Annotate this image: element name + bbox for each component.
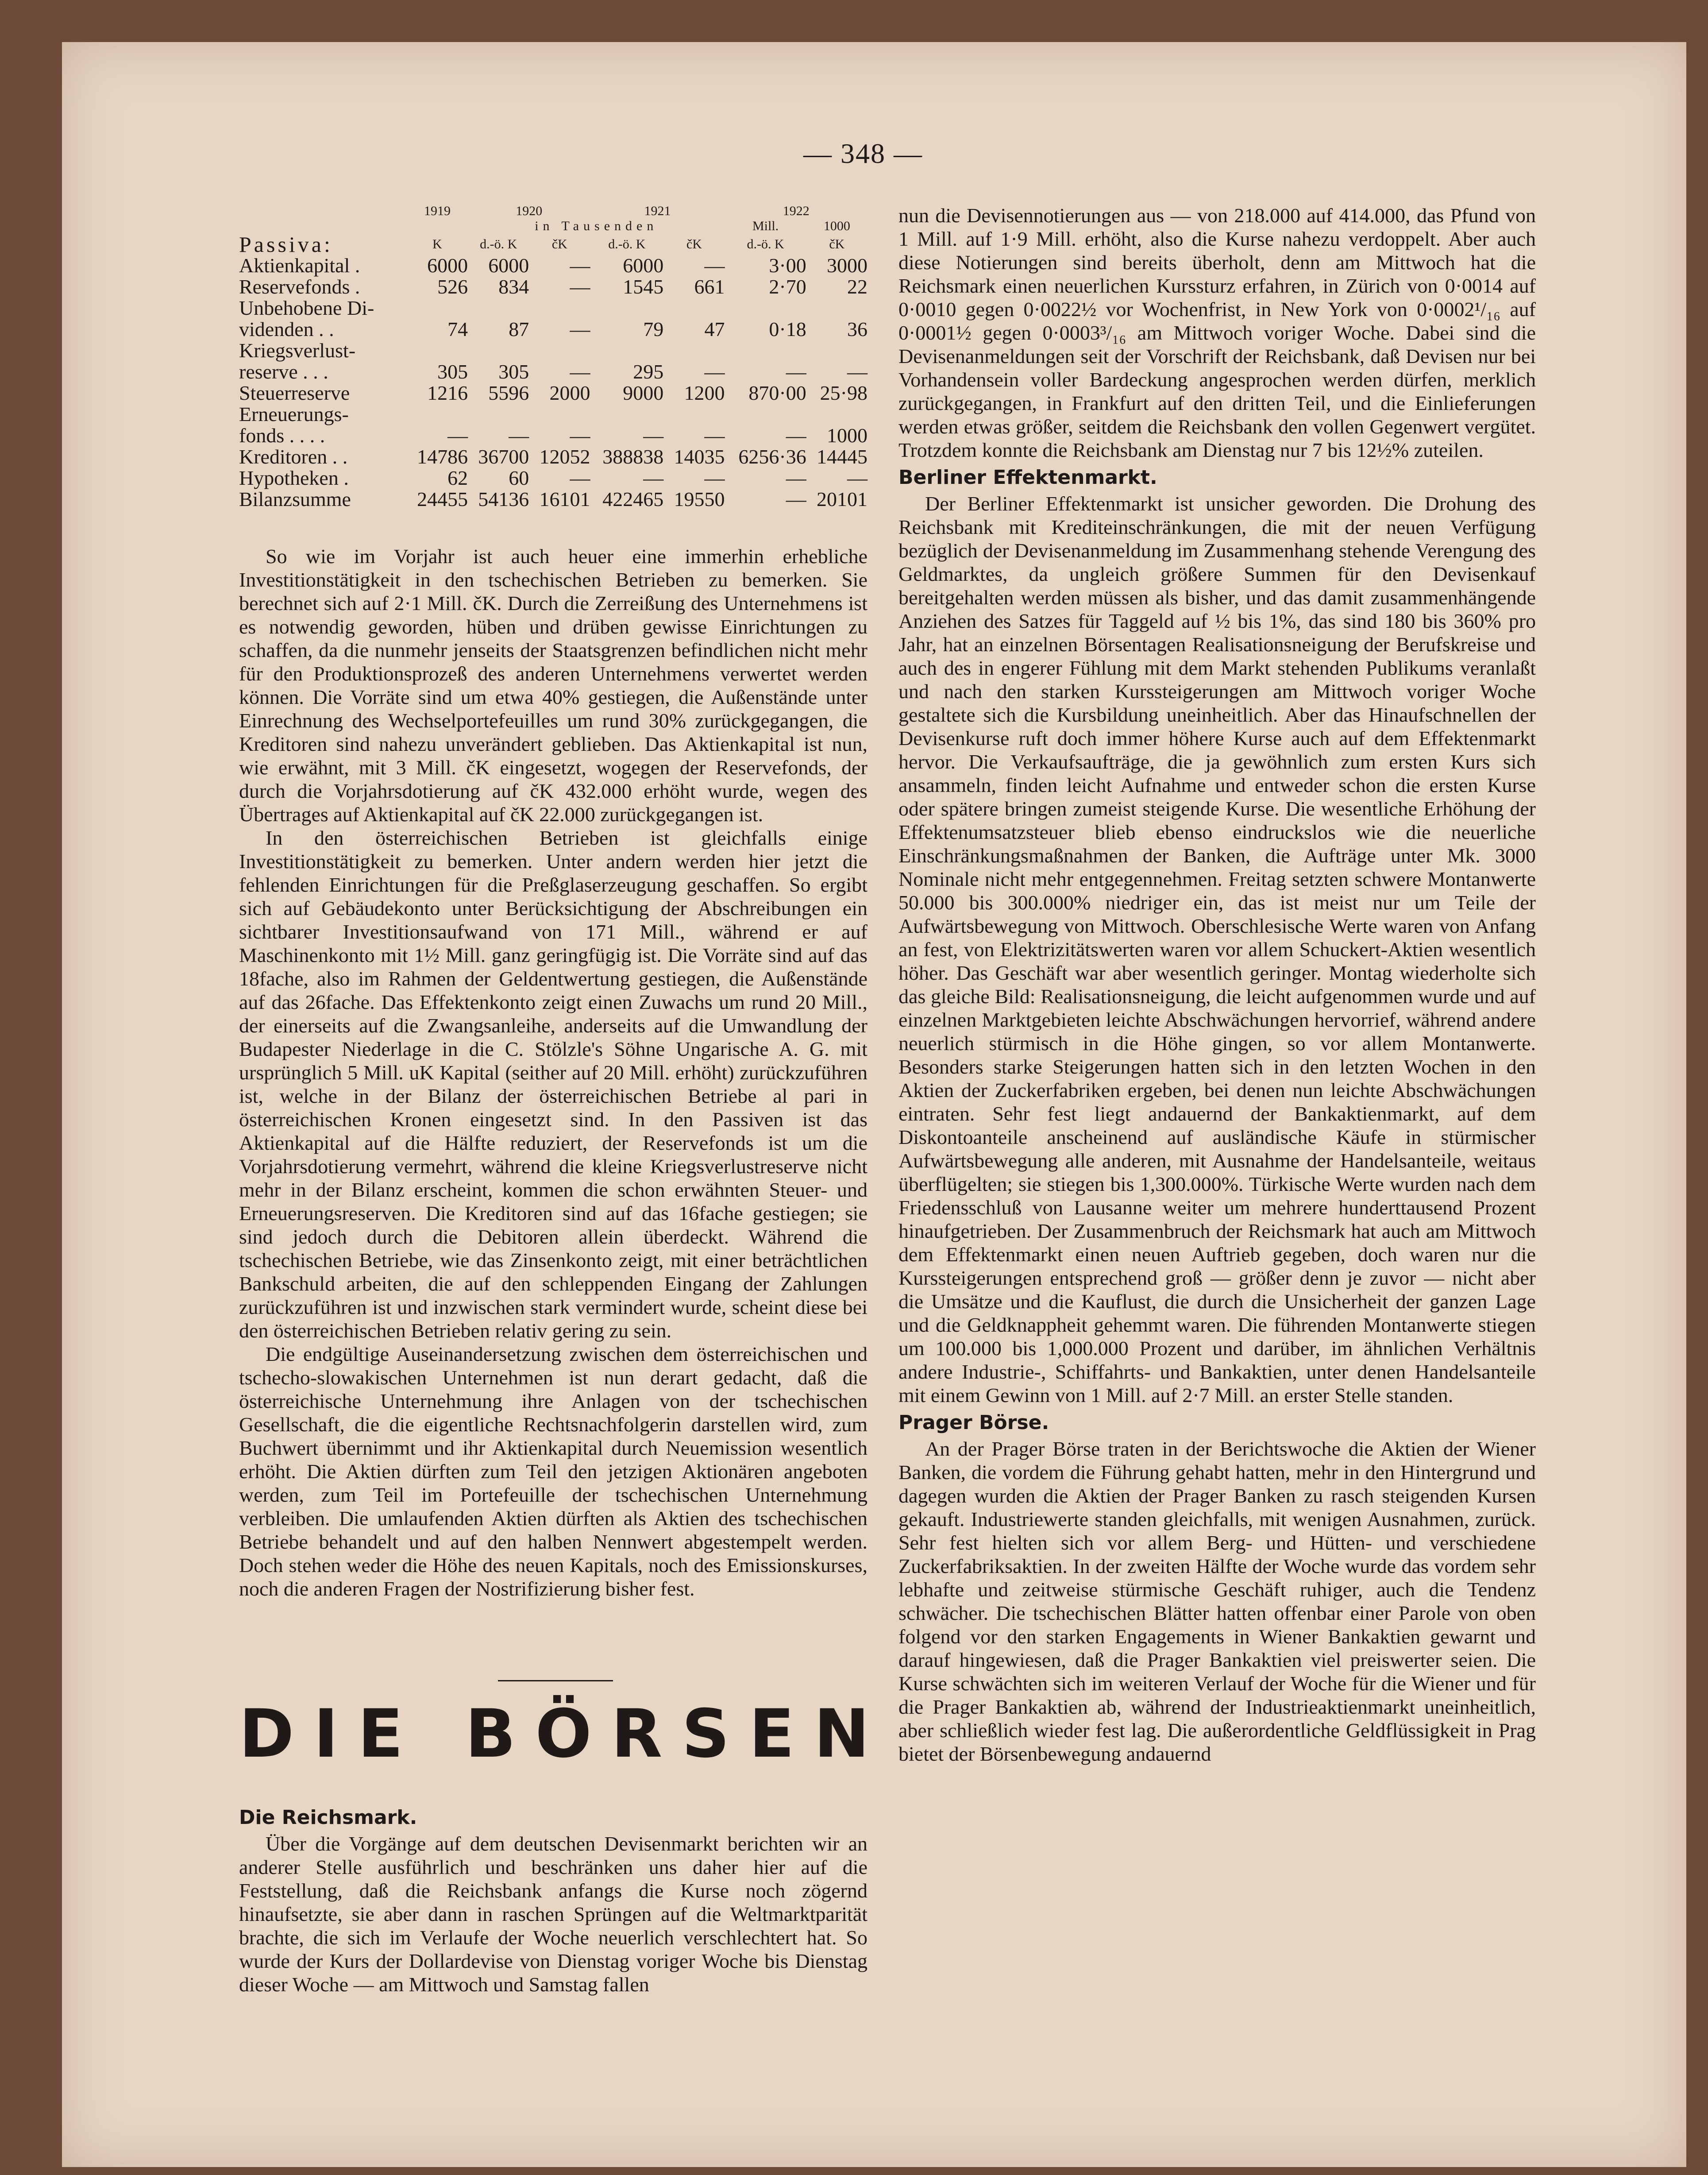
table-cell: 16101 [539, 488, 590, 510]
table-cell: 87 [509, 318, 529, 340]
balance-sheet-table [239, 204, 867, 510]
unit-header: čK [551, 237, 567, 251]
table-cell: 36700 [478, 445, 529, 468]
table-header-row [239, 234, 867, 255]
section-title: DIE BÖRSEN [239, 1696, 889, 1773]
table-cell: — [570, 275, 590, 298]
table-row [239, 319, 867, 340]
paragraph: Über die Vorgänge auf dem deutschen Devisenmarkt berichten wir an anderer Stelle ausführlich und beschränken uns daher hier auf die Feststellung, daß die Reichsbank anfangs die Kurse noch zögernd hinaufsetzte, sie aber dann in raschen Sprüngen auf die Weltmarktparität brachte, die sich im Verlaufe der Woche neuerlich verschlechtert hat. So wurde der Kurs der Dollardevise von Dienstag voriger Woche bis Dienstag dieser Woche — am Mittwoch und Samstag fallen [239, 1832, 867, 1996]
tausenden-note: in Tausenden [535, 219, 658, 233]
paragraph: nun die Devisennotierungen aus — von 218.000 auf 414.000, das Pfund von 1 Mill. auf 1·9 Mill. erhöht, also die Kurse nahezu verdoppelt. Aber auch diese Notierungen sind bereits überholt, denn am Mittwoch hat die Reichsmark einen neuerlichen Kurssturz erfahren, in Zürich von 0·0014 auf 0·0010 gegen 0·0022½ vor Wochenfrist, in New York von 0·0002¹/₁₆ auf 0·0001½ gegen 0·0003³/₁₆ am Mittwoch voriger Woche. Dabei sind die Devisenanmeldungen seit der Vorschrift der Reichsbank, daß Devisen nur bei Vorhandensein voller Bardeckung angesprochen werden dürfen, merklich zurückgegangen, in Frankfurt auf den dritten Teil, und die Einlieferungen werden etwas größer, seitdem die Reichsbank den vollen Gegenwert vergütet. Trotzdem konnte die Reichsbank am Dienstag nur 7 bis 12½% zuteilen. [898, 204, 1536, 461]
table-cell [806, 340, 867, 361]
table-row [239, 382, 867, 404]
table-cell: 2000 [549, 382, 590, 404]
table-year-row [239, 204, 867, 219]
table-row [239, 255, 867, 276]
table-cell: — [570, 360, 590, 383]
table-cell: 5596 [488, 382, 529, 404]
table-cell [407, 297, 468, 319]
table-cell: 12052 [539, 445, 590, 468]
table-row [239, 425, 867, 446]
table-cell: 79 [643, 318, 664, 340]
table-cell [529, 297, 590, 319]
table-cell: — [847, 467, 867, 489]
table-cell: — [570, 424, 590, 447]
table-row [239, 276, 867, 297]
row-label: Unbehobene Di- [239, 297, 374, 319]
table-cell: 24455 [417, 488, 468, 510]
table-row [239, 489, 867, 510]
table-cell [590, 404, 663, 425]
reichsmark-heading: Die Reichsmark. [239, 1806, 417, 1829]
row-label: Hypotheken . [239, 467, 349, 489]
row-label: fonds . . . . [239, 424, 325, 447]
table-cell: 388838 [602, 445, 664, 468]
table-cell [663, 404, 725, 425]
table-cell: — [570, 318, 590, 340]
table-cell: — [447, 424, 468, 447]
year-1921: 1921 [644, 204, 671, 218]
page-number: — 348 — [803, 138, 923, 169]
table-cell: — [570, 254, 590, 277]
table-cell: 6000 [488, 254, 529, 277]
table-cell: 526 [437, 275, 468, 298]
paragraph: Der Berliner Effektenmarkt ist unsicher geworden. Die Drohung des Reichsbank mit Krediteinschränkungen, die mit der neuen Verfügung bezüglich der Devisenanmeldung im Zusammenhang stehende Verengung des Geldmarktes, da ungleich größere Summen für den Devisenkauf bereitgehalten werden müssen als bisher, und das damit zusammenhängende Anziehen des Satzes für Taggeld auf ½ bis 1%, das sind 180 bis 360% pro Jahr, hat an einzelnen Börsentagen Realisationsneigung der Berufskreise und auch des in engerer Fühlung mit dem Markt stehenden Publikums veranlaßt und nach den starken Kurssteigerungen am Mittwoch voriger Woche gestaltete sich die Kursbildung uneinheitlich. Aber das Hinaufschnellen der Devisenkurse ruft doch immer höhere Kurse auch auf dem Effektenmarkt hervor. Die Verkaufsaufträge, die ja gewöhnlich zum ersten Kurs sich ansammeln, finden leicht Aufnahme und entweder schon die ersten Kurse oder spätere bringen zumeist steigende Kurse. Die wesentliche Erhöhung der Effektenumsatzsteuer blieb ebenso eindruckslos wie die neuerliche Einschränkungsmaßnahmen der Banken, die Aufträge unter Mk. 3000 Nominale nicht mehr entgegennehmen. Freitag setzten schwere Montanwerte 50.000 bis 300.000% niedriger ein, das ist meist nur um Teile der Aufwärtsbewegung von Mittwoch. Oberschlesische Werte waren von Anfang an fest, von Elektrizitätswerten waren vor allem Schuckert-Aktien wesentlich höher. Das Geschäft war aber wesentlich geringer. Montag wiederholte sich das gleiche Bild: Realisationsneigung, die leicht aufgenommen wurde und auf einzelnen Marktgebieten leichte Abschwächungen hervorrief, während andere neuerlich stürmisch in die Höhe gingen, so vor allem Montanwerte. Besonders starke Steigerungen hatten sich in den letzten Wochen in den Aktien der Zuckerfabriken ergeben, bei denen nun leichte Abschwächungen eintraten. Sehr fest liegt andauernd der Bankaktienmarkt, auf dem Diskontoanteile anscheinend auf ausländische Käufe in stürmischer Aufwärtsbewegung alle anderen, mit Ausnahme der Handelsanteile, weitaus überflügelten; sie stiegen bis 1,300.000%. Türkische Werte wurden nach dem Friedensschluß von Lausanne weiter um mehrere hunderttausend Prozent hinaufgetrieben. Der Zusammenbruch der Reichsmark hat auch am Mittwoch dem Effektenmarkt einen neuen Auftrieb gegeben, doch waren nur die Kurssteigerungen entsprechend groß — größer denn je zuvor — nicht aber die Umsätze und die Kauflust, die durch die Unsicherheit der ganzen Lage und die Geldknappheit gehemmt waren. Die führenden Montanwerte stiegen um 100.000 bis 1,000.000 Prozent und darüber, im ähnlichen Verhältnis andere Industrie-, Schiffahrts- und Bankaktien, unter denen Handelsanteile mit einem Gewinn von 1 Mill. auf 2·7 Mill. an erster Stelle standen. [898, 492, 1536, 1406]
table-cell: 3000 [827, 254, 867, 277]
table-cell: 422465 [602, 488, 664, 510]
table-cell: 14445 [817, 445, 867, 468]
unit-header: čK [686, 237, 702, 251]
table-cell: 2·70 [769, 275, 806, 298]
table-cell: 6256·36 [738, 445, 806, 468]
table-cell: — [786, 488, 806, 510]
row-label: Aktienkapital . [239, 254, 360, 277]
unit-header: d.-ö. K [608, 237, 646, 251]
table-cell: 834 [498, 275, 529, 298]
table-row [239, 297, 867, 319]
table-cell [407, 404, 468, 425]
table-cell: — [786, 360, 806, 383]
table-cell: — [570, 467, 590, 489]
paragraph: In den österreichischen Betrieben ist gleichfalls einige Investitionstätigkeit zu bemerken. Unter andern werden hier jetzt die fehlenden Einrichtungen für die Preßglaserzeugung geschaffen. So ergibt sich auf Gebäudekonto unter Berücksichtigung der Abschreibungen ein sichtbarer Investitionsaufwand von 171 Mill., während er auf Maschinenkonto mit 1½ Mill. ganz geringfügig ist. Die Vorräte sind auf das 18fache, also im Rahmen der Geldentwertung gestiegen, die Außenstände auf das 26fache. Das Effektenkonto zeigt einen Zuwachs um rund 20 Mill., der einerseits auf die Zwangsanleihe, anderseits auf die Umwandlung der Budapester Niederlage in die C. Stölzle's Söhne Ungarische A. G. mit ursprünglich 5 Mill. uK Kapital (seither auf 20 Mill. erhöht) zurückzuführen ist, welche in der Bilanz der österreichischen Betriebe al pari in österreichischen Kronen eingesetzt sind. In den Passiven ist das Aktienkapital auf die Hälfte reduziert, der Reservefonds ist um die Vorjahrsdotierung vermehrt, während die kleine Kriegsverlustreserve nicht mehr in der Bilanz erscheint, kommen die schon erwähnten Steuer- und Erneuerungsreserven. Die Kreditoren sind auf das 16fache gestiegen; sie sind jedoch durch die Debitoren allein überdeckt. Während die tschechischen Betriebe, wie das Zinsenkonto zeigt, mit einer beträchtlichen Bankschuld arbeiten, die auf den schleppenden Eingang der Zahlungen zurückzuführen ist und inzwischen stark vermindert wurde, scheint diese bei den österreichischen Betrieben relativ gering zu sein. [239, 827, 867, 1342]
table-cell: — [643, 467, 664, 489]
table-cell: 3·00 [769, 254, 806, 277]
passiva-title: Passiva: [239, 232, 333, 257]
row-label: Kriegsverlust- [239, 339, 356, 362]
table-cell: — [704, 467, 725, 489]
table-row [239, 446, 867, 467]
table-cell: 47 [704, 318, 725, 340]
table-cell: 1000 [827, 424, 867, 447]
unit-header: d.-ö. K [480, 237, 517, 251]
year-1919: 1919 [424, 204, 451, 218]
table-cell: — [704, 360, 725, 383]
table-cell [468, 340, 529, 361]
table-cell [468, 404, 529, 425]
table-cell: 6000 [427, 254, 468, 277]
table-cell: 22 [847, 275, 867, 298]
berliner-heading: Berliner Effektenmarkt. [898, 466, 1157, 489]
section-divider [498, 1680, 613, 1681]
table-cell: 19550 [674, 488, 725, 510]
unit-header: čK [829, 237, 845, 251]
unit-header: d.-ö. K [747, 237, 784, 251]
table-cell [725, 340, 806, 361]
table-row [239, 404, 867, 425]
right-column [898, 204, 1536, 1765]
table-cell [590, 340, 663, 361]
table-cell: 25·98 [820, 382, 867, 404]
table-cell: 0·18 [769, 318, 806, 340]
table-cell: 1216 [427, 382, 468, 404]
table-cell: 62 [447, 467, 468, 489]
table-cell: 14786 [417, 445, 468, 468]
table-cell: 14035 [674, 445, 725, 468]
left-column [239, 545, 867, 1600]
table-cell [806, 297, 867, 319]
row-label: Steuerreserve [239, 382, 350, 404]
table-row [239, 467, 867, 489]
paragraph: An der Prager Börse traten in der Berichtswoche die Aktien der Wiener Banken, die vordem die Führung gehabt hatten, mehr in den Hintergrund und dagegen wurden die Aktien der Prager Banken zu rasch steigenden Kursen gekauft. Industriewerte standen gleichfalls, mit wenigen Ausnahmen, zurück. Sehr fest hielten sich vor allem Berg- und Hütten- und verschiedene Zuckerfabriksaktien. In der zweiten Hälfte der Woche wurde das vordem sehr lebhafte und zeitweise stürmische Geschäft ruhiger, auch die Tendenz schwächer. Die tschechischen Blätter hatten offenbar einer Parole von oben folgend vor den starken Engagements in Wiener Bankaktien gewarnt und darauf hingewiesen, daß die Prager Bankaktien viel preiswerter seien. Die Kurse schwächten sich im weiteren Verlauf der Woche für die Wiener und für die Prager Bankaktien ab, während der Industrieaktienmarkt uneinheitlich, aber schließlich wieder fest lag. Die außerordentliche Geldflüssigkeit in Prag bietet der Börsenbewegung andauernd [898, 1437, 1536, 1765]
table-cell: 36 [847, 318, 867, 340]
row-label: Bilanzsumme [239, 488, 351, 510]
paragraph: Die endgültige Auseinandersetzung zwischen dem österreichischen und tschecho-slowakischen Unternehmen ist nun derart gedacht, daß die österreichische Unternehmung ihre Anlagen von der tschechischen Gesellschaft, die die eigentliche Rechtsnachfolgerin darstellen wird, zum Buchwert übernimmt und ihr Aktienkapital durch Neuemission wesentlich erhöht. Die Aktien dürften zum Teil den jetzigen Aktionären angeboten werden, zum Teil im Portefeuille der tschechischen Unternehmung verbleiben. Die umlaufenden Aktien dürften als Aktien des tschechischen Betriebe behandelt und auf den halben Nennwert abgestempelt werden. Doch stehen weder die Höhe des neuen Kapitals, noch des Emissionskurses, noch die anderen Fragen der Nostrifizierung bisher fest. [239, 1343, 867, 1600]
table-cell: 295 [633, 360, 664, 383]
table-cell: 20101 [817, 488, 867, 510]
table-row [239, 340, 867, 361]
table-cell: 6000 [623, 254, 664, 277]
table-cell: 74 [447, 318, 468, 340]
table-cell: 9000 [623, 382, 664, 404]
unit-header: K [432, 237, 442, 251]
table-cell [663, 340, 725, 361]
table-cell: — [704, 254, 725, 277]
table-cell [725, 297, 806, 319]
table-cell: 870·00 [748, 382, 806, 404]
table-cell [529, 340, 590, 361]
table-cell: 1200 [684, 382, 725, 404]
reichsmark-section [239, 1802, 867, 1996]
paragraph: So wie im Vorjahr ist auch heuer eine immerhin erhebliche Investitionstätigkeit in den tschechischen Betrieben zu bemerken. Sie berechnet sich auf 2·1 Mill. čK. Durch die Zerreißung des Unternehmens ist es notwendig geworden, hüben und drüben gewisse Einrichtungen zu schaffen, da die nunmehr jenseits der Staatsgrenzen befindlichen nicht mehr für den Produktionsprozeß des anderen Unternehmens verwertet werden können. Die Vorräte sind um etwa 40% gestiegen, die Außenstände unter Einrechnung des Wechselportefeuilles um rund 30% zurückgegangen, die Kreditoren sind nahezu unverändert geblieben. Das Aktienkapital ist nun, wie erwähnt, mit 3 Mill. čK eingesetzt, wogegen der Reservefonds, der durch die Vorjahrsdotierung auf čK 432.000 erhöht wurde, wegen des Übertrages auf Aktienkapital auf čK 22.000 zurückgegangen ist. [239, 545, 867, 826]
table-cell: 305 [437, 360, 468, 383]
prager-heading: Prager Börse. [898, 1411, 1049, 1434]
table-cell: — [704, 424, 725, 447]
table-cell: — [786, 424, 806, 447]
table-cell: 661 [694, 275, 725, 298]
table-cell: 54136 [478, 488, 529, 510]
table-unit-note-row [239, 219, 867, 234]
row-label: Erneuerungs- [239, 403, 349, 425]
year-1920: 1920 [516, 204, 543, 218]
table-cell [407, 340, 468, 361]
table-cell: — [509, 424, 529, 447]
table-cell [590, 297, 663, 319]
row-label: Kreditoren . . [239, 445, 348, 468]
year-1922: 1922 [783, 204, 810, 218]
row-label: reserve . . . [239, 360, 328, 383]
mill-note: Mill. [752, 219, 779, 233]
row-label: Reservefonds . [239, 275, 360, 298]
table-row [239, 361, 867, 382]
row-label: videnden . . [239, 318, 334, 340]
table-cell [725, 404, 806, 425]
table-cell: — [786, 467, 806, 489]
table-cell [663, 297, 725, 319]
thousand-note: 1000 [823, 219, 850, 233]
table-cell: — [847, 360, 867, 383]
table-cell [468, 297, 529, 319]
table-cell [806, 404, 867, 425]
table-body [239, 255, 867, 510]
table-cell [529, 404, 590, 425]
table-cell: 1545 [623, 275, 664, 298]
table-cell: 60 [509, 467, 529, 489]
table-cell: 305 [498, 360, 529, 383]
table-cell: — [643, 424, 664, 447]
